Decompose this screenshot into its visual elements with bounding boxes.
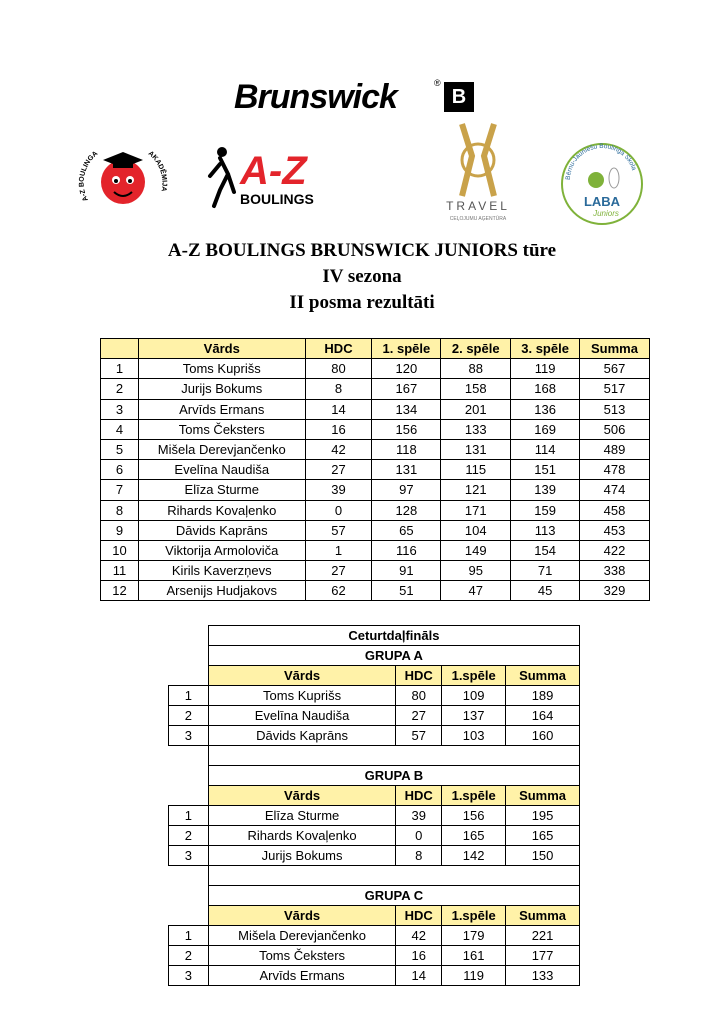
table-row <box>169 806 580 826</box>
total-cell: 133 <box>506 966 580 986</box>
total-cell: 489 <box>580 439 650 459</box>
game-2-cell: 115 <box>441 460 511 480</box>
svg-text:BOULINGS: BOULINGS <box>240 191 314 207</box>
table-row <box>101 460 650 480</box>
rank-cell: 7 <box>101 480 139 500</box>
svg-text:Bērnu-Jauniešu Boulinga Skola: Bērnu-Jauniešu Boulinga Skola <box>564 142 638 181</box>
group-title-row <box>169 766 580 786</box>
game-2-cell: 121 <box>441 480 511 500</box>
total-cell: 189 <box>506 686 580 706</box>
header-name: Vārds <box>208 786 395 806</box>
table-row <box>169 946 580 966</box>
hdc-cell: 62 <box>305 581 372 601</box>
rank-cell: 12 <box>101 581 139 601</box>
svg-text:TRAVEL: TRAVEL <box>446 199 510 213</box>
spacer-row <box>169 866 580 886</box>
rank-cell: 3 <box>101 399 139 419</box>
game-3-cell: 154 <box>511 540 580 560</box>
rank-cell: 2 <box>101 379 139 399</box>
title-line-3: II posma rezultāti <box>289 292 435 313</box>
name-cell: Rihards Kovaļenko <box>138 500 305 520</box>
table-row <box>101 561 650 581</box>
laba-juniors-logo <box>556 140 648 228</box>
header-total: Summa <box>506 666 580 686</box>
game-1-cell: 156 <box>442 806 506 826</box>
header-total: Summa <box>580 339 650 359</box>
group-header-row <box>169 906 580 926</box>
spacer-cell <box>169 646 209 666</box>
hdc-cell: 39 <box>305 480 372 500</box>
svg-text:A-Z: A-Z <box>240 149 307 193</box>
total-cell: 150 <box>506 846 580 866</box>
rank-cell: 1 <box>101 359 139 379</box>
game-3-cell: 45 <box>511 581 580 601</box>
game-3-cell: 169 <box>511 419 580 439</box>
header-game-1: 1.spēle <box>442 906 506 926</box>
hdc-cell: 57 <box>305 520 372 540</box>
hdc-cell: 80 <box>396 686 442 706</box>
game-1-cell: 116 <box>372 540 441 560</box>
hdc-cell: 0 <box>305 500 372 520</box>
game-2-cell: 88 <box>441 359 511 379</box>
header-game-1: 1. spēle <box>372 339 441 359</box>
header-hdc: HDC <box>305 339 372 359</box>
hdc-cell: 14 <box>305 399 372 419</box>
svg-text:A-Z BOULINGA: A-Z BOULINGA <box>78 150 100 203</box>
name-cell: Arsenijs Hudjakovs <box>138 581 305 601</box>
rank-cell: 3 <box>169 846 209 866</box>
game-1-cell: 118 <box>372 439 441 459</box>
table-row <box>101 480 650 500</box>
az-boulings-logo <box>206 144 330 210</box>
total-cell: 195 <box>506 806 580 826</box>
hdc-cell: 27 <box>305 561 372 581</box>
game-3-cell: 136 <box>511 399 580 419</box>
table-row <box>101 379 650 399</box>
game-1-cell: 91 <box>372 561 441 581</box>
name-cell: Viktorija Armoloviča <box>138 540 305 560</box>
table-row <box>169 966 580 986</box>
game-1-cell: 131 <box>372 460 441 480</box>
rank-cell: 8 <box>101 500 139 520</box>
group-title: GRUPA A <box>208 646 579 666</box>
total-cell: 474 <box>580 480 650 500</box>
table-row <box>101 581 650 601</box>
rank-cell: 1 <box>169 686 209 706</box>
name-cell: Toms Kuprišs <box>138 359 305 379</box>
rank-cell: 5 <box>101 439 139 459</box>
svg-text:LABA: LABA <box>583 194 621 209</box>
group-title: GRUPA B <box>208 766 579 786</box>
game-3-cell: 119 <box>511 359 580 379</box>
title-line-2: IV sezona <box>322 266 402 287</box>
hdc-cell: 16 <box>305 419 372 439</box>
table-row <box>101 419 650 439</box>
spacer-cell <box>169 626 209 646</box>
table-row <box>101 359 650 379</box>
rank-cell: 1 <box>169 926 209 946</box>
name-cell: Elīza Sturme <box>138 480 305 500</box>
spacer-cell <box>208 746 579 766</box>
header-game-1: 1.spēle <box>442 666 506 686</box>
game-1-cell: 109 <box>442 686 506 706</box>
game-1-cell: 120 <box>372 359 441 379</box>
name-cell: Mišela Derevjančenko <box>208 926 395 946</box>
table-row <box>169 726 580 746</box>
rank-cell: 9 <box>101 520 139 540</box>
game-2-cell: 158 <box>441 379 511 399</box>
game-1-cell: 142 <box>442 846 506 866</box>
game-1-cell: 165 <box>442 826 506 846</box>
total-cell: 478 <box>580 460 650 480</box>
name-cell: Mišela Derevjančenko <box>138 439 305 459</box>
registered-mark: ® <box>434 78 441 88</box>
game-1-cell: 137 <box>442 706 506 726</box>
quarterfinal-title: Ceturtdaļfināls <box>208 626 579 646</box>
svg-text:Juniors: Juniors <box>593 209 619 218</box>
brunswick-logo <box>234 78 474 116</box>
header-game-2: 2. spēle <box>441 339 511 359</box>
hdc-cell: 57 <box>396 726 442 746</box>
game-3-cell: 71 <box>511 561 580 581</box>
game-1-cell: 65 <box>372 520 441 540</box>
brunswick-b-mark: B <box>444 82 474 112</box>
game-1-cell: 97 <box>372 480 441 500</box>
akademija-logo <box>78 140 168 220</box>
name-cell: Evelīna Naudiša <box>208 706 395 726</box>
total-cell: 160 <box>506 726 580 746</box>
name-cell: Toms Čeksters <box>138 419 305 439</box>
header-hdc: HDC <box>396 906 442 926</box>
table-row <box>169 706 580 726</box>
hdc-cell: 80 <box>305 359 372 379</box>
group-title-row <box>169 646 580 666</box>
total-cell: 422 <box>580 540 650 560</box>
rank-cell: 6 <box>101 460 139 480</box>
name-cell: Arvīds Ermans <box>138 399 305 419</box>
total-cell: 329 <box>580 581 650 601</box>
name-cell: Toms Kuprišs <box>208 686 395 706</box>
spacer-cell <box>208 866 579 886</box>
svg-text:AKADĒMIJA: AKADĒMIJA <box>146 150 168 192</box>
name-cell: Rihards Kovaļenko <box>208 826 395 846</box>
hdc-cell: 8 <box>396 846 442 866</box>
name-cell: Dāvids Kaprāns <box>208 726 395 746</box>
travel-logo <box>432 116 524 224</box>
svg-text:CEĻOJUMU AĢENTŪRA: CEĻOJUMU AĢENTŪRA <box>449 216 507 222</box>
hdc-cell: 16 <box>396 946 442 966</box>
document-title <box>0 238 724 316</box>
game-1-cell: 51 <box>372 581 441 601</box>
group-header-row <box>169 666 580 686</box>
game-2-cell: 95 <box>441 561 511 581</box>
header-total: Summa <box>506 906 580 926</box>
name-cell: Dāvids Kaprāns <box>138 520 305 540</box>
total-cell: 517 <box>580 379 650 399</box>
hdc-cell: 8 <box>305 379 372 399</box>
brunswick-wordmark: Brunswick <box>234 78 397 116</box>
results-header-row <box>101 339 650 359</box>
rank-cell: 2 <box>169 706 209 726</box>
hdc-cell: 39 <box>396 806 442 826</box>
game-3-cell: 114 <box>511 439 580 459</box>
name-cell: Kirils Kaverzņevs <box>138 561 305 581</box>
table-row <box>101 520 650 540</box>
hdc-cell: 0 <box>396 826 442 846</box>
table-row <box>169 826 580 846</box>
game-2-cell: 171 <box>441 500 511 520</box>
table-row <box>169 846 580 866</box>
game-1-cell: 134 <box>372 399 441 419</box>
header-game-1: 1.spēle <box>442 786 506 806</box>
header-total: Summa <box>506 786 580 806</box>
game-2-cell: 201 <box>441 399 511 419</box>
game-2-cell: 104 <box>441 520 511 540</box>
table-row <box>101 540 650 560</box>
group-header-row <box>169 786 580 806</box>
game-3-cell: 159 <box>511 500 580 520</box>
game-1-cell: 156 <box>372 419 441 439</box>
header-hdc: HDC <box>396 786 442 806</box>
header-name: Vārds <box>138 339 305 359</box>
game-3-cell: 168 <box>511 379 580 399</box>
total-cell: 506 <box>580 419 650 439</box>
game-2-cell: 133 <box>441 419 511 439</box>
rank-cell: 2 <box>169 826 209 846</box>
name-cell: Jurijs Bokums <box>208 846 395 866</box>
game-1-cell: 167 <box>372 379 441 399</box>
header-name: Vārds <box>208 906 395 926</box>
hdc-cell: 14 <box>396 966 442 986</box>
name-cell: Jurijs Bokums <box>138 379 305 399</box>
game-1-cell: 103 <box>442 726 506 746</box>
game-1-cell: 128 <box>372 500 441 520</box>
hdc-cell: 27 <box>396 706 442 726</box>
table-row <box>101 399 650 419</box>
name-cell: Toms Čeksters <box>208 946 395 966</box>
game-2-cell: 149 <box>441 540 511 560</box>
game-1-cell: 161 <box>442 946 506 966</box>
rank-cell: 3 <box>169 726 209 746</box>
total-cell: 567 <box>580 359 650 379</box>
game-2-cell: 47 <box>441 581 511 601</box>
name-cell: Evelīna Naudiša <box>138 460 305 480</box>
table-row <box>101 439 650 459</box>
title-line-1: A-Z BOULINGS BRUNSWICK JUNIORS tūre <box>167 240 557 261</box>
spacer-cell <box>169 866 209 886</box>
quarterfinal-table <box>168 625 580 986</box>
total-cell: 338 <box>580 561 650 581</box>
rank-cell: 1 <box>169 806 209 826</box>
hdc-cell: 42 <box>305 439 372 459</box>
game-1-cell: 179 <box>442 926 506 946</box>
game-3-cell: 151 <box>511 460 580 480</box>
name-cell: Elīza Sturme <box>208 806 395 826</box>
table-row <box>101 500 650 520</box>
game-1-cell: 119 <box>442 966 506 986</box>
rank-cell: 2 <box>169 946 209 966</box>
group-title-row <box>169 886 580 906</box>
rank-cell: 10 <box>101 540 139 560</box>
spacer-row <box>169 746 580 766</box>
total-cell: 513 <box>580 399 650 419</box>
table-row <box>169 926 580 946</box>
spacer-cell <box>169 746 209 766</box>
header-game-3: 3. spēle <box>511 339 580 359</box>
spacer-cell <box>169 886 209 906</box>
total-cell: 221 <box>506 926 580 946</box>
total-cell: 165 <box>506 826 580 846</box>
spacer-cell <box>169 786 209 806</box>
rank-cell: 11 <box>101 561 139 581</box>
rank-cell: 4 <box>101 419 139 439</box>
name-cell: Arvīds Ermans <box>208 966 395 986</box>
table-row <box>169 686 580 706</box>
spacer-cell <box>169 666 209 686</box>
game-3-cell: 113 <box>511 520 580 540</box>
game-3-cell: 139 <box>511 480 580 500</box>
header-hdc: HDC <box>396 666 442 686</box>
quarterfinal-title-row <box>169 626 580 646</box>
hdc-cell: 42 <box>396 926 442 946</box>
group-title: GRUPA C <box>208 886 579 906</box>
rank-cell: 3 <box>169 966 209 986</box>
results-table <box>100 338 650 601</box>
total-cell: 453 <box>580 520 650 540</box>
header-rank <box>101 339 139 359</box>
total-cell: 177 <box>506 946 580 966</box>
hdc-cell: 1 <box>305 540 372 560</box>
header-name: Vārds <box>208 666 395 686</box>
hdc-cell: 27 <box>305 460 372 480</box>
game-2-cell: 131 <box>441 439 511 459</box>
total-cell: 458 <box>580 500 650 520</box>
spacer-cell <box>169 906 209 926</box>
spacer-cell <box>169 766 209 786</box>
total-cell: 164 <box>506 706 580 726</box>
